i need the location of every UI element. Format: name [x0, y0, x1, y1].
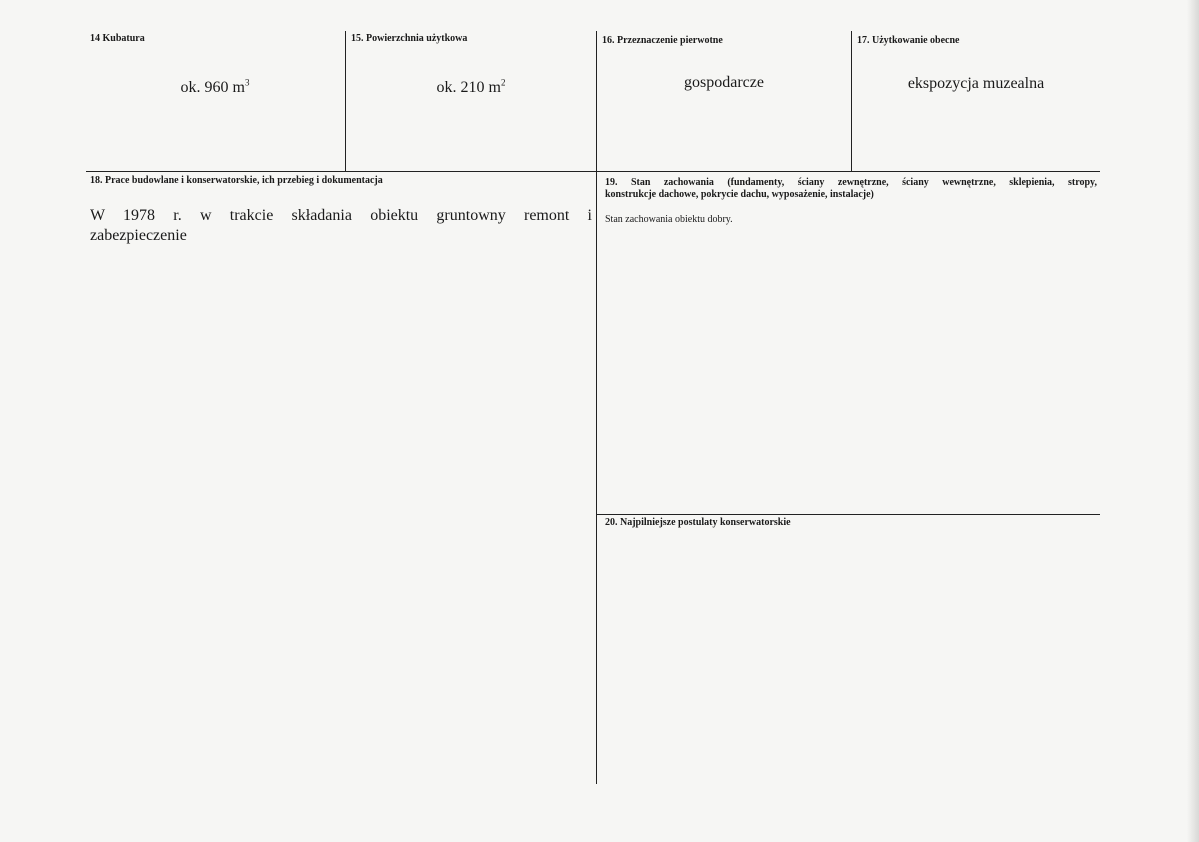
divider-line [851, 31, 852, 171]
divider-line [86, 171, 1100, 172]
field-16-label: 16. Przeznaczenie pierwotne [602, 35, 723, 46]
field-15-value [346, 78, 596, 98]
field-14-value [90, 78, 340, 98]
area-text: ok. 210 m [436, 79, 501, 96]
condition-label-line-1: 19. Stan zachowania (fundamenty, ściany zewnętrzne, ściany wewnętrzne, sklepienia, stropy, [605, 177, 1097, 188]
field-16-value: gospodarcze [684, 74, 764, 91]
field-19-value: Stan zachowania obiektu dobry. [605, 214, 733, 225]
field-17-label: 17. Użytkowanie obecne [857, 35, 960, 46]
unit-superscript: 2 [500, 77, 506, 88]
field-19-label [605, 177, 1097, 201]
divider-line [597, 514, 1100, 515]
field-14-label: 14 Kubatura [90, 33, 145, 44]
field-20-label: 20. Najpilniejsze postulaty konserwatorskie [605, 517, 791, 528]
scan-edge [1187, 0, 1199, 842]
unit-superscript: 3 [244, 77, 250, 88]
works-text-line-2: zabezpieczenie [90, 227, 187, 244]
divider-line [345, 31, 346, 171]
cubature-text: ok. 960 m [180, 79, 245, 96]
divider-line [596, 31, 597, 784]
condition-label-line-2: konstrukcje dachowe, pokrycie dachu, wyposażenie, instalacje) [605, 189, 874, 200]
works-text-line-1: W 1978 r. w trakcie składania obiektu gruntowny remont i [90, 207, 592, 224]
field-15-label: 15. Powierzchnia użytkowa [351, 33, 468, 44]
field-18-label: 18. Prace budowlane i konserwatorskie, ich przebieg i dokumentacja [90, 175, 383, 186]
field-18-value [90, 206, 592, 246]
field-17-value: ekspozycja muzealna [907, 75, 1045, 92]
